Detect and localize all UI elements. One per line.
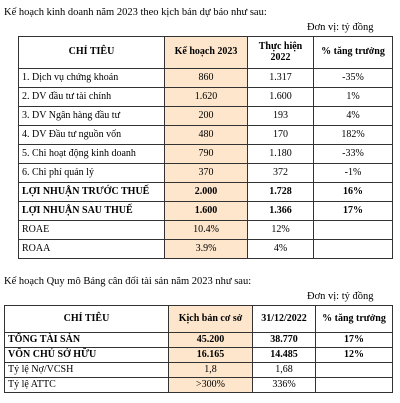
cell-actual: 12% bbox=[248, 221, 314, 240]
table-row bbox=[19, 88, 393, 107]
row-label: ROAA bbox=[19, 240, 165, 259]
header-growth: % tăng trưởng bbox=[316, 306, 393, 333]
header-growth: % tăng trưởng bbox=[314, 37, 393, 69]
cell-plan: 790 bbox=[165, 145, 248, 164]
header-indicator: CHỈ TIÊU bbox=[19, 37, 165, 69]
table-row bbox=[19, 107, 393, 126]
cell-growth: 17% bbox=[314, 202, 393, 221]
header-date: 31/12/2022 bbox=[253, 306, 316, 333]
cell-growth: -35% bbox=[314, 69, 393, 88]
cell-growth: -33% bbox=[314, 145, 393, 164]
row-label: 6. Chi phí quản lý bbox=[19, 164, 165, 183]
section1-caption: Kế hoạch kinh doanh năm 2023 theo kịch bản dự báo như sau: bbox=[4, 7, 267, 18]
cell-growth bbox=[314, 221, 393, 240]
header-actual-2022: Thực hiện 2022 bbox=[248, 37, 314, 69]
cell-date-value: 1,68 bbox=[253, 363, 316, 378]
cell-growth: 4% bbox=[314, 107, 393, 126]
row-label: 1. Dịch vụ chứng khoán bbox=[19, 69, 165, 88]
cell-growth bbox=[316, 378, 393, 393]
cell-plan: 3.9% bbox=[165, 240, 248, 259]
cell-growth bbox=[316, 363, 393, 378]
table-row bbox=[5, 378, 393, 393]
cell-plan: 1.600 bbox=[165, 202, 248, 221]
section1-unit: Đơn vị: tỷ đồng bbox=[307, 22, 374, 33]
cell-date-value: 14.485 bbox=[253, 348, 316, 363]
table-row bbox=[5, 363, 393, 378]
cell-growth: 17% bbox=[316, 333, 393, 348]
cell-growth: -1% bbox=[314, 164, 393, 183]
cell-base: >300% bbox=[169, 378, 253, 393]
cell-actual: 1.366 bbox=[248, 202, 314, 221]
cell-actual: 193 bbox=[248, 107, 314, 126]
cell-plan: 200 bbox=[165, 107, 248, 126]
cell-growth bbox=[314, 240, 393, 259]
cell-actual: 1.600 bbox=[248, 88, 314, 107]
cell-base: 16.165 bbox=[169, 348, 253, 363]
table-row bbox=[19, 164, 393, 183]
row-label: 4. DV Đầu tư nguồn vốn bbox=[19, 126, 165, 145]
table-row-total-assets bbox=[5, 333, 393, 348]
table-row bbox=[19, 221, 393, 240]
table-row bbox=[19, 145, 393, 164]
cell-actual: 1.180 bbox=[248, 145, 314, 164]
row-label: 3. DV Ngân hàng đầu tư bbox=[19, 107, 165, 126]
cell-growth: 12% bbox=[316, 348, 393, 363]
header-plan-2023: Kế hoạch 2023 bbox=[165, 37, 248, 69]
row-label: 5. Chi hoạt động kinh doanh bbox=[19, 145, 165, 164]
cell-actual: 372 bbox=[248, 164, 314, 183]
row-label: LỢI NHUẬN TRƯỚC THUẾ bbox=[19, 183, 165, 202]
table-header-row bbox=[5, 306, 393, 333]
table-row bbox=[19, 126, 393, 145]
row-label: LỢI NHUẬN SAU THUẾ bbox=[19, 202, 165, 221]
cell-actual: 1.317 bbox=[248, 69, 314, 88]
cell-base: 45.200 bbox=[169, 333, 253, 348]
table-row-equity bbox=[5, 348, 393, 363]
header-indicator: CHỈ TIÊU bbox=[5, 306, 169, 333]
cell-actual: 1.728 bbox=[248, 183, 314, 202]
table-row-profit-after-tax bbox=[19, 202, 393, 221]
section2-caption: Kế hoạch Quy mô Bảng cân đối tài sản năm 2023 như sau: bbox=[4, 276, 252, 287]
cell-growth: 16% bbox=[314, 183, 393, 202]
row-label: ROAE bbox=[19, 221, 165, 240]
business-plan-table bbox=[18, 36, 393, 259]
cell-plan: 1.620 bbox=[165, 88, 248, 107]
row-label: Tỷ lệ ATTC bbox=[5, 378, 169, 393]
table-header-row bbox=[19, 37, 393, 69]
cell-plan: 10.4% bbox=[165, 221, 248, 240]
cell-growth: 182% bbox=[314, 126, 393, 145]
cell-actual: 4% bbox=[248, 240, 314, 259]
cell-plan: 2.000 bbox=[165, 183, 248, 202]
table-row bbox=[19, 240, 393, 259]
table-row bbox=[19, 69, 393, 88]
cell-date-value: 336% bbox=[253, 378, 316, 393]
row-label: VỐN CHỦ SỞ HỮU bbox=[5, 348, 169, 363]
cell-plan: 480 bbox=[165, 126, 248, 145]
section2-unit: Đơn vị: tỷ đồng bbox=[307, 291, 374, 302]
cell-growth: 1% bbox=[314, 88, 393, 107]
table-row-profit-before-tax bbox=[19, 183, 393, 202]
balance-sheet-table bbox=[4, 305, 393, 393]
row-label: Tỷ lệ Nợ/VCSH bbox=[5, 363, 169, 378]
cell-plan: 370 bbox=[165, 164, 248, 183]
header-base-scenario: Kịch bản cơ sở bbox=[169, 306, 253, 333]
cell-date-value: 38.770 bbox=[253, 333, 316, 348]
cell-plan: 860 bbox=[165, 69, 248, 88]
row-label: 2. DV đầu tư tài chính bbox=[19, 88, 165, 107]
row-label: TỔNG TÀI SẢN bbox=[5, 333, 169, 348]
cell-actual: 170 bbox=[248, 126, 314, 145]
cell-base: 1,8 bbox=[169, 363, 253, 378]
